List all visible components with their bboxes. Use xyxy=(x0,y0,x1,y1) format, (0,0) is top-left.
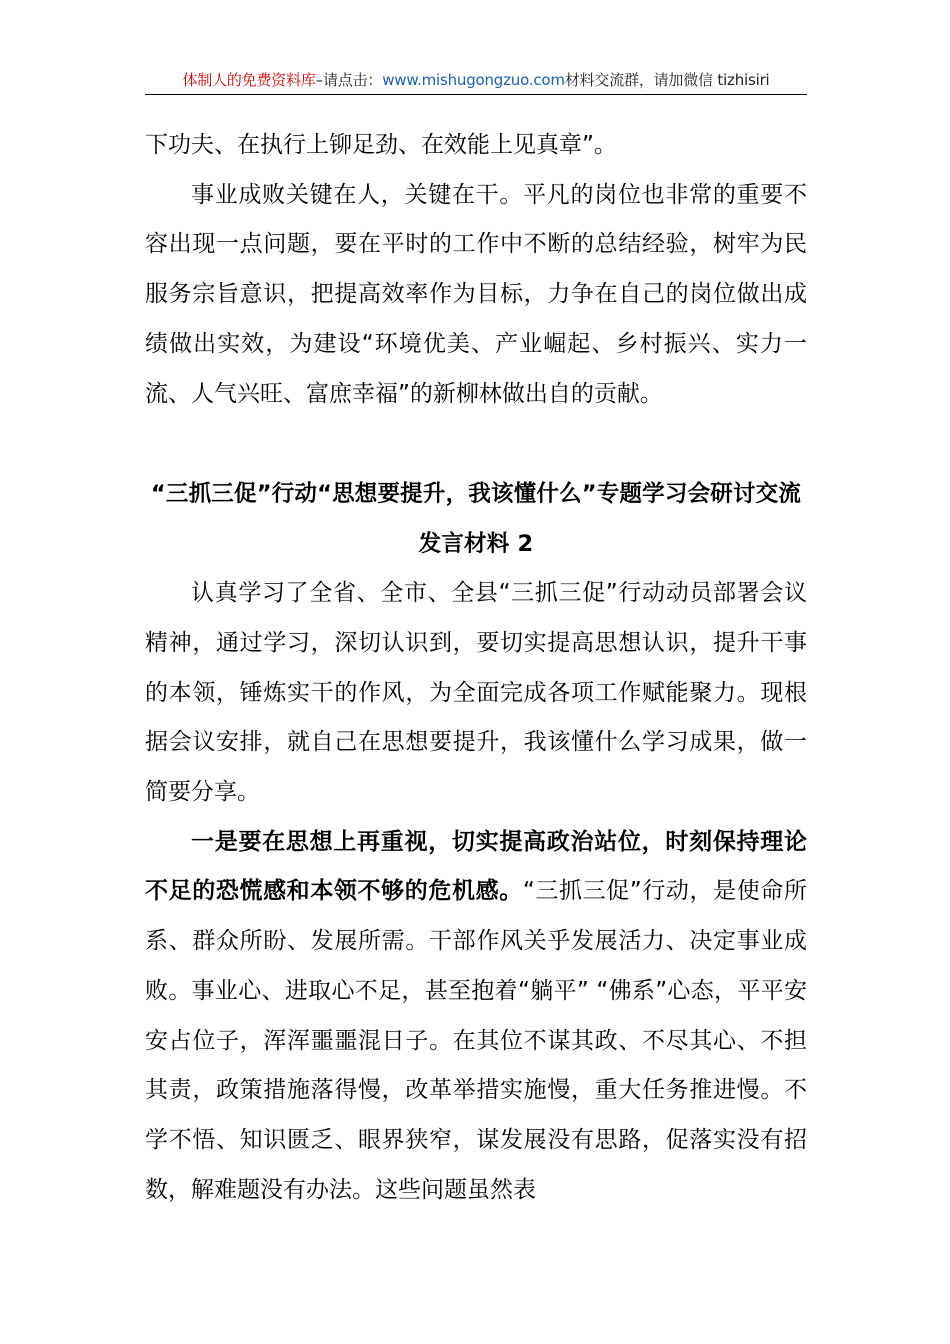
header-prompt: –请点击： xyxy=(315,71,383,89)
paragraph-success-key: 事业成败关键在人，关键在干。平凡的岗位也非常的重要不容出现一点问题，要在平时的工作中不断的总结经验，树牢为民服务宗旨意识，把提高效率作为目标，力争在自己的岗位做出成绩做出实效，为建设“环境优美、产业崛起、乡村振兴、实力一流、人气兴旺、富庶幸福”的新柳林做出自的贡献。 xyxy=(145,181,807,407)
document-body xyxy=(145,121,807,1215)
paragraph-intro: 认真学习了全省、全市、全县“三抓三促”行动动员部署会议精神，通过学习，深切认识到，要切实提高思想认识，提升干事的本领，锤炼实干的作风，为全面完成各项工作赋能聚力。现根据会议安排，就自己在思想要提升，我该懂什么学习成果，做一简要分享。 xyxy=(145,580,807,806)
paragraph-point-one xyxy=(145,818,807,1216)
header-wechat-note: 材料交流群，请加微信 tizhisiri xyxy=(564,71,770,89)
point-one-heading: 一是要在思想上再重视，切实提高政治站位，时刻保持理论不足的恐慌感和本领不够的危机感。 xyxy=(145,828,807,905)
paragraph-continued: 下功夫、在执行上铆足劲、在效能上见真章”。 xyxy=(145,132,617,158)
section-title: “三抓三促”行动“思想要提升，我该懂什么”专题学习会研讨交流发言材料 2 xyxy=(150,481,802,558)
header-url-link[interactable]: www.mishugongzuo.com xyxy=(382,71,565,89)
header-site-name: 体制人的免费资料库 xyxy=(182,71,316,89)
page-header xyxy=(145,68,807,95)
section-spacer xyxy=(145,419,807,469)
point-one-body: “三抓三促”行动，是使命所系、群众所盼、发展所需。干部作风关乎发展活力、决定事业成败。事业心、进取心不足，甚至抱着“躺平” “佛系”心态，平平安安占位子，浑浑噩噩混日子。在其位不谋其政、不尽其心、不担其责，政策措施落得慢，改革举措实施慢，重大任务推进慢。不学不悟、知识匮乏、眼界狭窄，谋发展没有思路，促落实没有招数，解难题没有办法。这些问题虽然表 xyxy=(145,878,807,1203)
